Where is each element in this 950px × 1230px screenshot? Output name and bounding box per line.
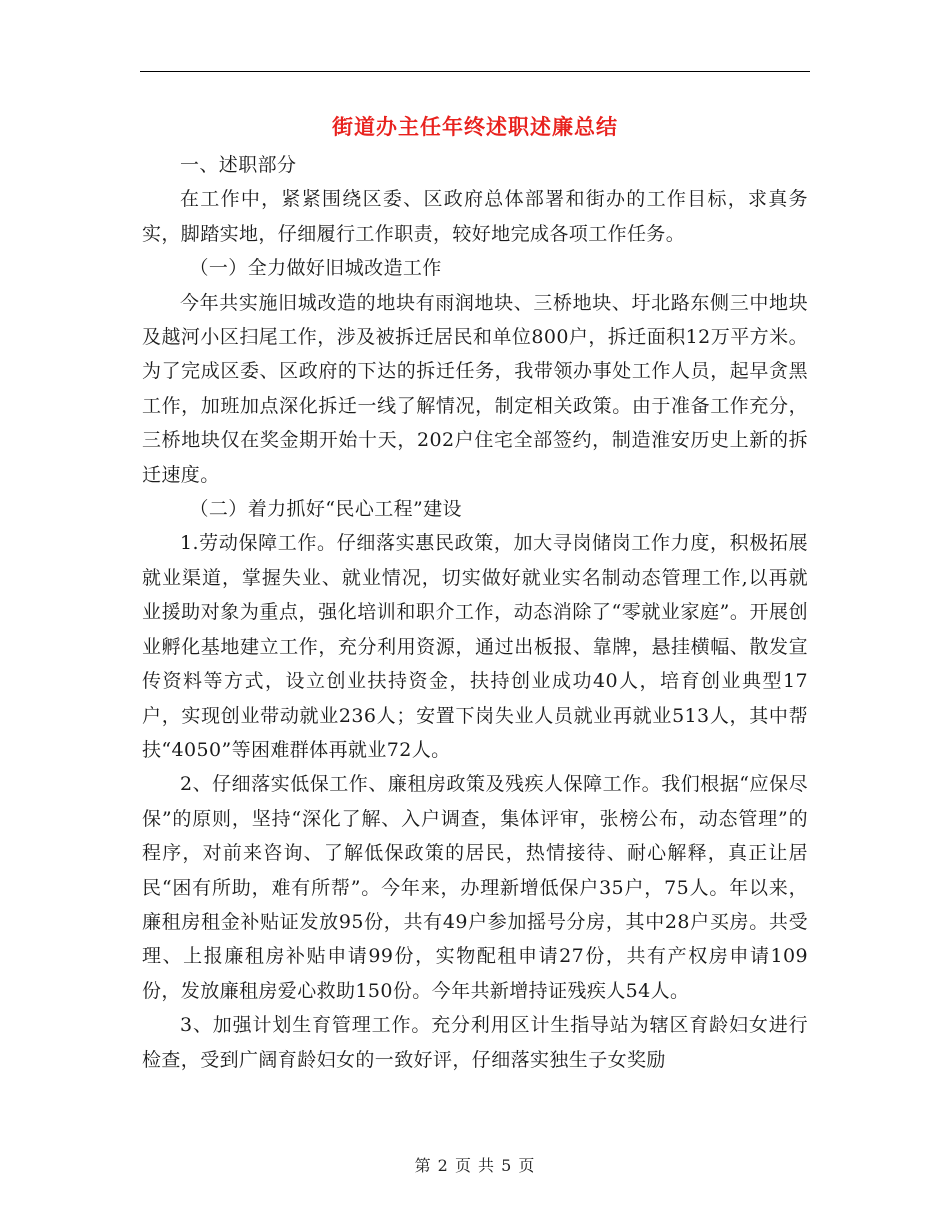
page-number-footer: 第 2 页 共 5 页 — [414, 1156, 536, 1175]
document-title: 街道办主任年终述职述廉总结 — [332, 114, 618, 139]
body-paragraph: 1.劳动保障工作。仔细落实惠民政策，加大寻岗储岗工作力度，积极拓展就业渠道，掌握失业、就业情况，切实做好就业实名制动态管理工作,以再就业援助对象为重点，强化培训和职介工作，动态消除了“零就业家庭”。开展创业孵化基地建立工作，充分利用资源，通过出板报、靠牌，悬挂横幅、散发宣传资料等方式，设立创业扶持资金，扶持创业成功40人，培育创业典型17户，实现创业带动就业236人；安置下岗失业人员就业再就业513人，其中帮扶“4050”等困难群体再就业72人。 — [142, 532, 808, 761]
body-paragraph: 3、加强计划生育管理工作。充分利用区计生指导站为辖区育龄妇女进行检查，受到广阔育龄妇女的一致好评，仔细落实独生子女奖励 — [142, 1014, 808, 1071]
subsection-heading: （一）全力做好旧城改造工作 — [189, 257, 442, 280]
body-paragraph: 今年共实施旧城改造的地块有雨润地块、三桥地块、圩北路东侧三中地块及越河小区扫尾工作，涉及被拆迁居民和单位800户，拆迁面积12万平方米。为了完成区委、区政府的下达的拆迁任务，我带领办事处工作人员，起早贪黑工作，加班加点深化拆迁一线了解情况，制定相关政策。由于准备工作充分，三桥地块仅在奖金期开始十天，202户住宅全部签约，制造淮安历史上新的拆迁速度。 — [142, 291, 808, 486]
header-rule — [140, 71, 810, 72]
section-heading: 一、述职部分 — [180, 154, 297, 176]
document-body — [142, 148, 808, 1077]
body-paragraph: 2、仔细落实低保工作、廉租房政策及残疾人保障工作。我们根据“应保尽保”的原则，坚持“深化了解、入户调查，集体评审，张榜公布，动态管理”的程序，对前来咨询、了解低保政策的居民，热情接待、耐心解释，真正让居民“困有所助，难有所帮”。今年来，办理新增低保户35户，75人。年以来，廉租房租金补贴证发放95份，共有49户参加摇号分房，其中28户买房。共受理、上报廉租房补贴申请99份，实物配租申请27份，共有产权房申请109份，发放廉租房爱心救助150份。今年共新增持证残疾人54人。 — [142, 773, 808, 1002]
body-paragraph: 在工作中，紧紧围绕区委、区政府总体部署和街办的工作目标，求真务实，脚踏实地，仔细履行工作职责，较好地完成各项工作任务。 — [142, 188, 808, 245]
subsection-heading: （二）着力抓好“民心工程”建设 — [189, 498, 462, 521]
